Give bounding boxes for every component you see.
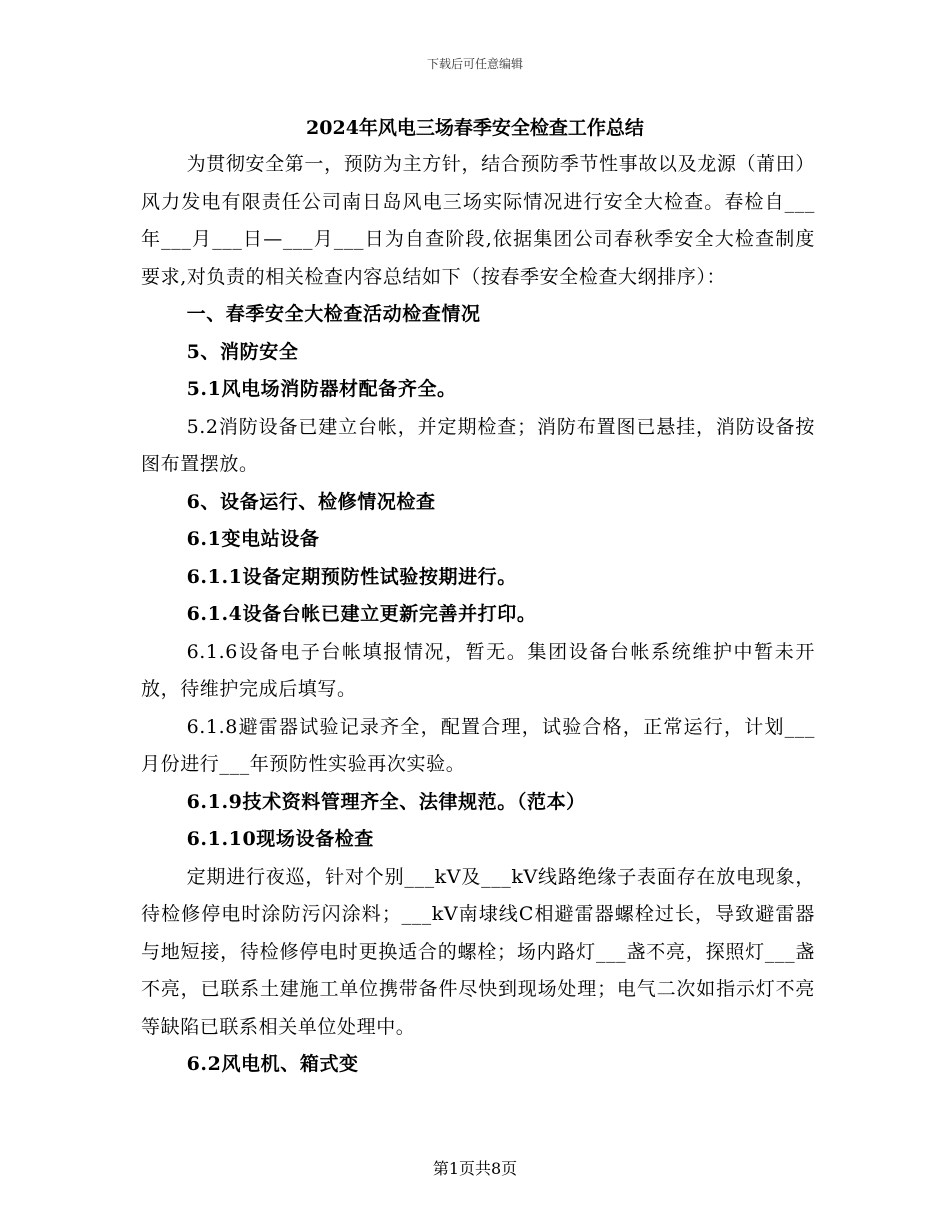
body-paragraph: 6.1.6设备电子台帐填报情况，暂无。集团设备台帐系统维护中暂未开放，待维护完成后填写。 [141, 640, 815, 700]
subsection-heading: 6.1.10现场设备检查 [186, 828, 374, 850]
subsection-heading: 6.1.4设备台帐已建立更新完善并打印。 [186, 603, 537, 625]
section-heading: 一、春季安全大检查活动检查情况 [186, 303, 481, 325]
subsection-heading: 5.1风电场消防器材配备齐全。 [186, 378, 457, 400]
subsection-heading: 6.1.9技术资料管理齐全、法律规范。（范本） [186, 790, 586, 813]
body-paragraph: 5.2消防设备已建立台帐，并定期检查；消防布置图已悬挂，消防设备按图布置摆放。 [141, 415, 815, 475]
page-number: 第1页共8页 [432, 1159, 518, 1178]
intro-paragraph: 为贯彻安全第一，预防为主方针，结合预防季节性事故以及龙源（莆田）风力发电有限责任公司南日岛风电三场实际情况进行安全大检查。春检自___年___月___日—___月___日为自查阶段,依据集团公司春秋季安全大检查制度要求,对负责的相关检查内容总结如下（按春季安全检查大纲排序）： [141, 153, 815, 288]
subsection-heading: 6.1变电站设备 [186, 528, 320, 550]
document-title: 2024年风电三场春季安全检查工作总结 [306, 117, 644, 139]
body-paragraph: 6.1.8避雷器试验记录齐全，配置合理，试验合格，正常运行，计划___月份进行___年预防性实验再次实验。 [141, 715, 815, 775]
document-body [141, 146, 815, 1084]
section-heading: 5、消防安全 [186, 340, 299, 363]
header-note: 下载后可任意编辑 [426, 57, 523, 71]
section-heading: 6、设备运行、检修情况检查 [186, 490, 436, 513]
subsection-heading: 6.2风电机、箱式变 [186, 1053, 359, 1075]
body-paragraph: 定期进行夜巡，针对个别___kV及___kV线路绝缘子表面存在放电现象，待检修停电时涂防污闪涂料；___kV南埭线C相避雷器螺栓过长，导致避雷器与地短接，待检修停电时更换适合的螺栓；场内路灯___盏不亮，探照灯___盏不亮，已联系土建施工单位携带备件尽快到现场处理；电气二次如指示灯不亮等缺陷已联系相关单位处理中。 [141, 865, 815, 1038]
subsection-heading: 6.1.1设备定期预防性试验按期进行。 [186, 565, 517, 588]
